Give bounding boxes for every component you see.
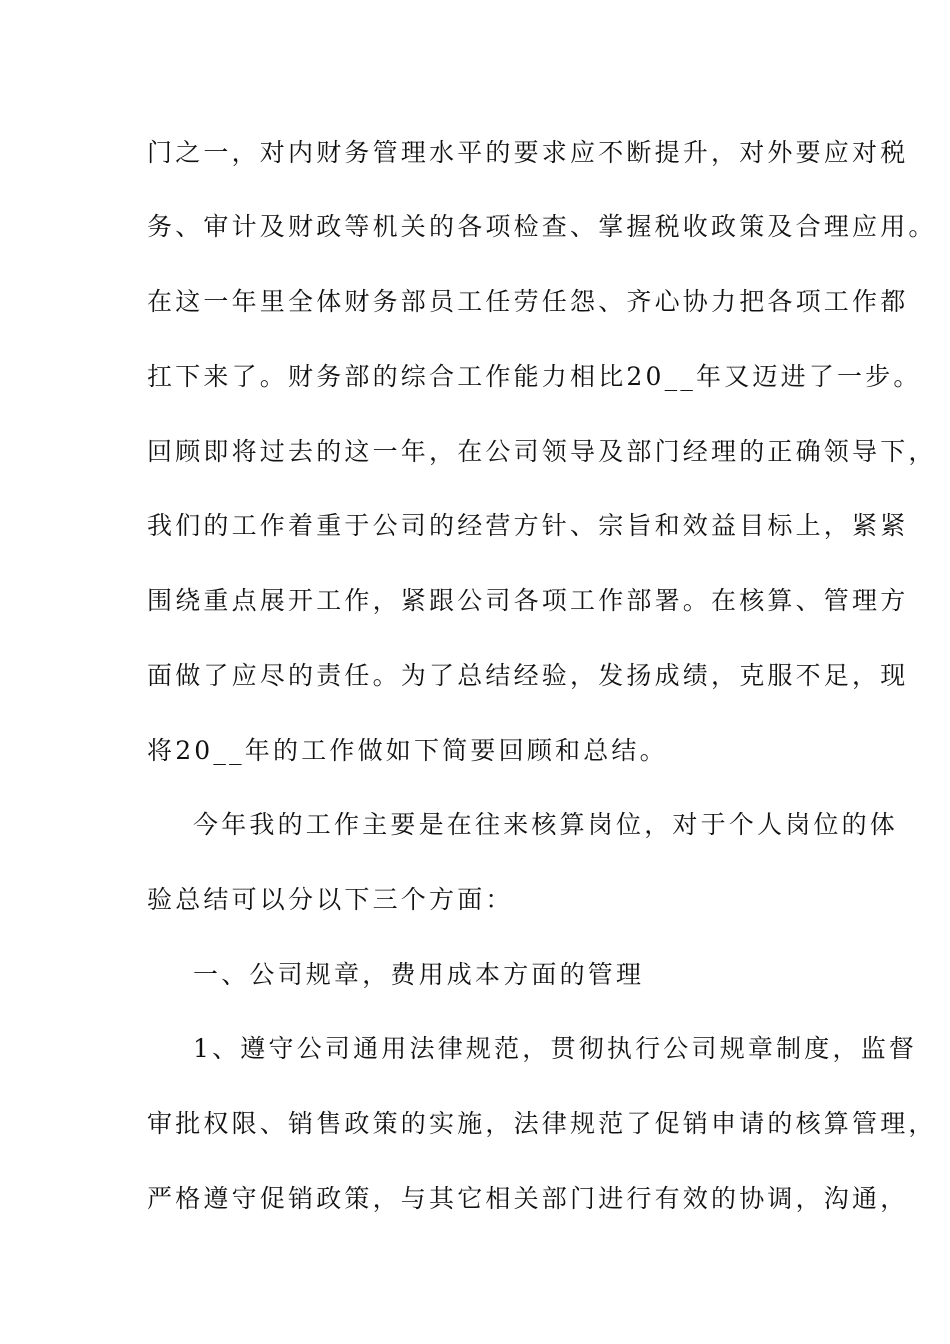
- text-line-8: 面做了应尽的责任。为了总结经验，发扬成绩，克服不足，现: [147, 661, 909, 690]
- text-line-13: 1、遵守公司通用法律规范，贯彻执行公司规章制度，监督: [193, 1034, 918, 1063]
- section-heading: 一、公司规章，费用成本方面的管理: [193, 960, 645, 989]
- text-line-2: 务、审计及财政等机关的各项检查、掌握税收政策及合理应用。: [147, 212, 937, 241]
- text-line-4: 扛下来了。财务部的综合工作能力相比20__年又迈进了一步。: [147, 362, 922, 391]
- text-line-11: 验总结可以分以下三个方面：: [147, 885, 514, 914]
- text-line-7: 围绕重点展开工作，紧跟公司各项工作部署。在核算、管理方: [147, 586, 909, 615]
- text-line-3: 在这一年里全体财务部员工任劳任怨、齐心协力把各项工作都: [147, 287, 909, 316]
- text-line-9: 将20__年的工作做如下简要回顾和总结。: [147, 736, 668, 765]
- text-line-6: 我们的工作着重于公司的经营方针、宗旨和效益目标上，紧紧: [147, 511, 909, 540]
- text-line-14: 审批权限、销售政策的实施，法律规范了促销申请的核算管理，: [147, 1109, 937, 1138]
- text-line-1: 门之一，对内财务管理水平的要求应不断提升，对外要应对税: [147, 138, 909, 167]
- text-line-5: 回顾即将过去的这一年，在公司领导及部门经理的正确领导下，: [147, 437, 937, 466]
- text-line-15: 严格遵守促销政策，与其它相关部门进行有效的协调，沟通，: [147, 1184, 909, 1213]
- text-line-10: 今年我的工作主要是在往来核算岗位，对于个人岗位的体: [193, 810, 899, 839]
